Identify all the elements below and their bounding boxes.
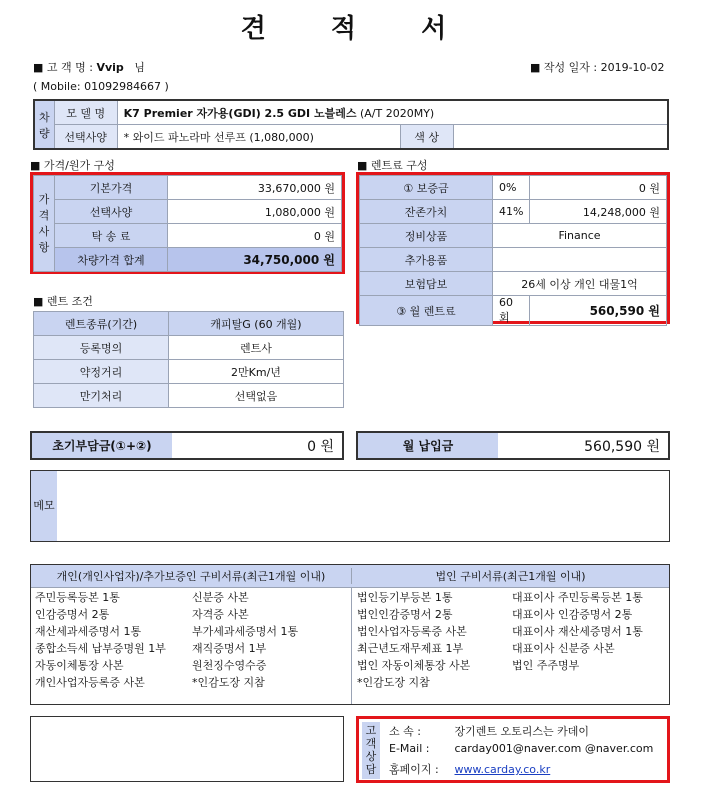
doc-item: 종합소득세 납부증명원 1부: [35, 642, 166, 655]
doc-item: 신분증 사본: [192, 591, 249, 604]
price-row-value: 33,670,000 원: [168, 176, 342, 200]
model-label: 모 델 명: [54, 100, 117, 125]
contact-company-value: 장기렌트 오토리스는 카데이: [454, 725, 590, 738]
rent-row-value: 14,248,000 원: [530, 200, 667, 224]
contact-web-link[interactable]: www.carday.co.kr: [454, 763, 551, 776]
price-total-label: 차량가격 합계: [55, 248, 168, 272]
monthly-payment-value: 560,590 원: [584, 438, 660, 455]
rent-monthly-value: 560,590 원: [530, 296, 667, 326]
customer-label: ■ 고 객 명 :: [33, 61, 93, 74]
date-value: 2019-10-02: [600, 61, 665, 74]
corp-docs-col1: [357, 589, 470, 691]
price-row-value: 1,080,000 원: [168, 200, 342, 224]
contact-web-row: [389, 761, 550, 777]
doc-item: 부가세과세증명서 1통: [192, 625, 299, 638]
personal-docs-header: 개인(개인사업자)/추가보증인 구비서류(최근1개월 이내): [31, 568, 352, 584]
memo-label: 메모: [31, 471, 57, 541]
price-total-value: 34,750,000 원: [168, 248, 342, 272]
contact-side-label: 고객상담: [362, 722, 380, 779]
doc-item: 대표이사 재산세증명서 1통: [512, 625, 643, 638]
price-table: [33, 175, 342, 272]
doc-item: 대표이사 주민등록등본 1통: [512, 591, 643, 604]
model-suffix: (A/T 2020MY): [359, 106, 435, 120]
corp-docs-header: 법인 구비서류(최근1개월 이내): [435, 570, 586, 583]
doc-item: 자격증 사본: [192, 608, 249, 621]
monthly-payment-box: [356, 431, 670, 460]
rent-row-label: 보험담보: [360, 272, 493, 296]
condition-label: 만기처리: [34, 384, 169, 408]
price-row-label: 선택사양: [55, 200, 168, 224]
doc-item: 법인인감증명서 2통: [357, 608, 453, 621]
rent-table: [359, 175, 667, 326]
condition-label: 렌트종류(기간): [34, 312, 169, 336]
doc-item: 개인사업자등록증 사본: [35, 676, 145, 689]
rent-section-title: ■ 렌트료 구성: [357, 159, 428, 172]
rent-row-label: 잔존가치: [360, 200, 493, 224]
doc-item: 법인 자동이체통장 사본: [357, 659, 471, 672]
rent-box: [356, 172, 670, 324]
rent-row-label: ① 보증금: [360, 176, 493, 200]
rent-row-value: 26세 이상 개인 대물1억: [493, 272, 667, 296]
option-value: * 와이드 파노라마 선루프 (1,080,000): [117, 125, 400, 150]
customer-name: Vvip: [96, 61, 124, 74]
doc-item: 재산세과세증명서 1통: [35, 625, 142, 638]
rent-row-label: 추가용품: [360, 248, 493, 272]
initial-payment-box: [30, 431, 344, 460]
price-row-label: 탁 송 료: [55, 224, 168, 248]
conditions-section-title: ■ 렌트 조건: [33, 295, 93, 308]
rent-row-pct: 0%: [493, 176, 530, 200]
doc-item: 법인등기부등본 1통: [357, 591, 453, 604]
contact-web-label: 홈페이지 :: [389, 763, 439, 776]
doc-item: 대표이사 신분증 사본: [512, 642, 615, 655]
price-box: [30, 172, 345, 274]
customer-info: [33, 59, 145, 75]
doc-item: 법인사업자등록증 사본: [357, 625, 467, 638]
contact-email-value: carday001@naver.com @naver.com: [454, 742, 654, 755]
initial-payment-label: 초기부담금(①+②): [32, 433, 172, 458]
personal-docs-col2: [192, 589, 298, 691]
rent-row-value: Finance: [493, 224, 667, 248]
doc-item: *인감도장 지참: [192, 676, 265, 689]
model-cell: [117, 100, 668, 125]
rent-row-value: 0 원: [530, 176, 667, 200]
document-title: 견 적 서: [240, 14, 475, 44]
price-row-value: 0 원: [168, 224, 342, 248]
color-value: [453, 125, 668, 150]
condition-label: 등록명의: [34, 336, 169, 360]
initial-payment-value: 0 원: [307, 438, 334, 455]
doc-item: 자동이체통장 사본: [35, 659, 124, 672]
rent-row-value: [493, 248, 667, 272]
option-label: 선택사양: [54, 125, 117, 150]
conditions-table: [33, 311, 344, 408]
vehicle-side-label: 차량: [34, 100, 54, 149]
memo-box: [30, 470, 670, 542]
contact-email-label: E-Mail :: [389, 742, 430, 755]
rent-row-pct: 41%: [493, 200, 530, 224]
condition-value: 2만Km/년: [169, 360, 344, 384]
rent-row-label: 정비상품: [360, 224, 493, 248]
corp-docs-col2: [512, 589, 643, 691]
date-label: ■ 작성 일자 :: [530, 61, 598, 74]
condition-label: 약정거리: [34, 360, 169, 384]
contact-email-row: [389, 742, 653, 755]
rent-monthly-label: ③ 월 렌트료: [360, 296, 493, 326]
doc-item: 대표이사 인감증명서 2통: [512, 608, 633, 621]
date-info: [530, 59, 665, 75]
doc-item: 원천징수영수증: [192, 659, 267, 672]
rent-monthly-count: 60회: [493, 296, 530, 326]
condition-value: 캐피탈G (60 개월): [169, 312, 344, 336]
doc-item: 최근년도재무제표 1부: [357, 642, 464, 655]
price-side-label: 가격사항: [34, 176, 55, 272]
condition-value: 선택없음: [169, 384, 344, 408]
model-value: K7 Premier 자가용(GDI) 2.5 GDI 노블레스: [123, 106, 357, 120]
stamp-box: [30, 716, 344, 782]
doc-item: *인감도장 지참: [357, 676, 430, 689]
doc-item: 재직증명서 1부: [192, 642, 267, 655]
contact-company-row: [389, 723, 589, 739]
doc-item: 인감증명서 2통: [35, 608, 110, 621]
doc-item: 주민등록등본 1통: [35, 591, 120, 604]
doc-item: [512, 674, 643, 691]
price-section-title: ■ 가격/원가 구성: [30, 159, 115, 172]
customer-suffix: 님: [134, 61, 145, 74]
doc-item: 법인 주주명부: [512, 659, 580, 672]
documents-header: [31, 565, 669, 588]
condition-value: 렌트사: [169, 336, 344, 360]
documents-box: [30, 564, 670, 705]
personal-docs-col1: [35, 589, 166, 691]
contact-box: [356, 716, 670, 783]
monthly-payment-label: 월 납입금: [358, 433, 498, 458]
color-label: 색 상: [400, 125, 453, 150]
price-row-label: 기본가격: [55, 176, 168, 200]
vehicle-table: [33, 99, 669, 150]
contact-company-label: 소 속 :: [389, 725, 421, 738]
customer-mobile: ( Mobile: 01092984667 ): [33, 80, 169, 93]
